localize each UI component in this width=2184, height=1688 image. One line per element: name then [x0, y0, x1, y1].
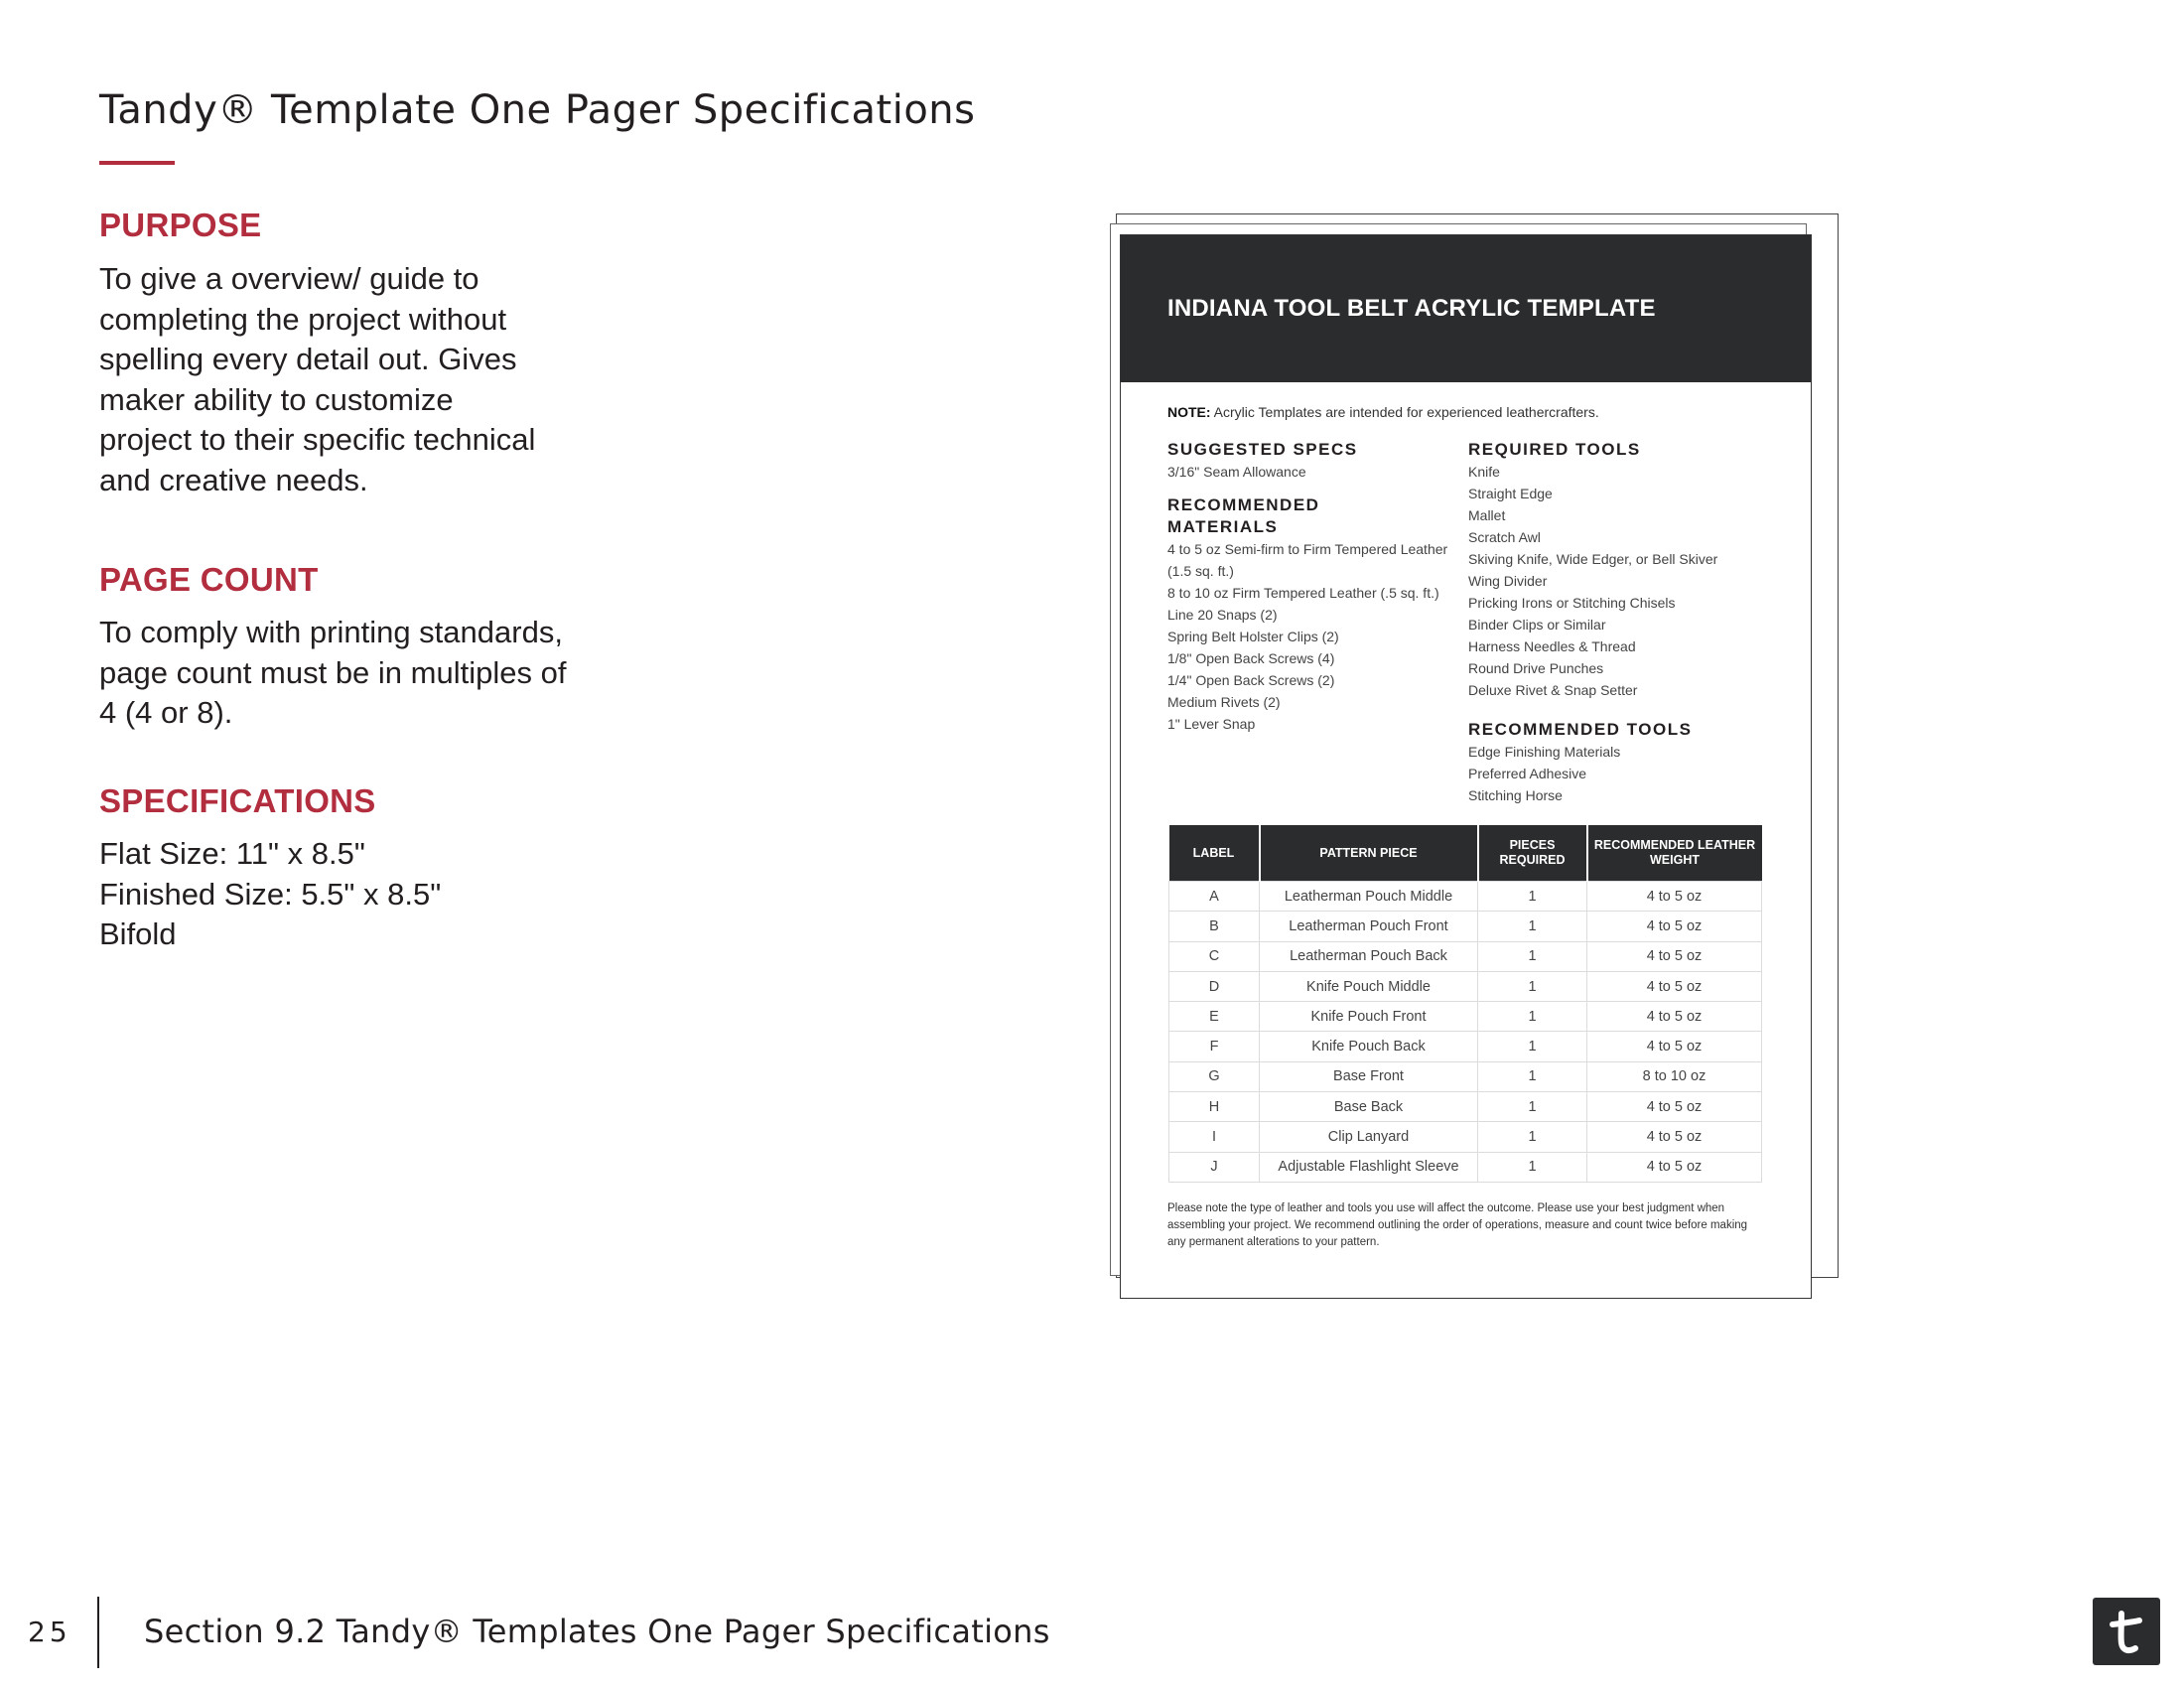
recommended-tools-heading: RECOMMENDED TOOLS	[1468, 720, 1693, 739]
column-header-pieces-required: PIECES REQUIRED	[1478, 825, 1587, 882]
list-item: Pricking Irons or Stitching Chisels	[1468, 595, 1676, 611]
cell-leather-weight: 4 to 5 oz	[1587, 1122, 1762, 1152]
template-note-text: Acrylic Templates are intended for experienced leathercrafters.	[1210, 404, 1599, 420]
list-item: 3/16" Seam Allowance	[1167, 464, 1306, 480]
list-item: Stitching Horse	[1468, 787, 1563, 803]
required-tools-list	[1468, 461, 1786, 701]
cell-label: A	[1169, 882, 1260, 912]
pattern-pieces-body	[1169, 882, 1762, 1183]
cell-pattern-piece: Knife Pouch Middle	[1260, 971, 1478, 1001]
table-row	[1169, 1122, 1762, 1152]
template-left-column	[1167, 439, 1465, 735]
list-item: Harness Needles & Thread	[1468, 638, 1636, 654]
cell-pieces-required: 1	[1478, 912, 1587, 941]
template-title: INDIANA TOOL BELT ACRYLIC TEMPLATE	[1167, 295, 1656, 322]
list-item: 1/4" Open Back Screws (2)	[1167, 672, 1335, 688]
cell-label: C	[1169, 941, 1260, 971]
list-item: Mallet	[1468, 507, 1506, 523]
cell-label: F	[1169, 1032, 1260, 1061]
footer-divider	[97, 1597, 99, 1668]
list-item: Medium Rivets (2)	[1167, 694, 1281, 710]
table-row	[1169, 1152, 1762, 1182]
cell-pieces-required: 1	[1478, 1152, 1587, 1182]
template-right-column	[1468, 439, 1786, 806]
template-note	[1167, 404, 1599, 420]
specifications-body: Flat Size: 11" x 8.5" Finished Size: 5.5" x 8.5" Bifold	[99, 836, 442, 951]
table-row	[1169, 971, 1762, 1001]
list-item: Deluxe Rivet & Snap Setter	[1468, 682, 1638, 698]
cell-label: E	[1169, 1002, 1260, 1032]
list-item: Edge Finishing Materials	[1468, 744, 1621, 760]
cell-label: I	[1169, 1122, 1260, 1152]
tandy-logo-badge	[2093, 1598, 2160, 1665]
cell-pattern-piece: Adjustable Flashlight Sleeve	[1260, 1152, 1478, 1182]
cell-pattern-piece: Knife Pouch Back	[1260, 1032, 1478, 1061]
page-title: Tandy® Template One Pager Specifications	[99, 87, 976, 133]
suggested-specs-list	[1167, 461, 1465, 483]
page-number: 25	[28, 1616, 71, 1648]
table-row	[1169, 882, 1762, 912]
footer-section-title: Section 9.2 Tandy® Templates One Pager Specifications	[144, 1613, 1050, 1650]
page-count-heading: PAGE COUNT	[99, 561, 319, 598]
list-item: Knife	[1468, 464, 1500, 480]
list-item: Wing Divider	[1468, 573, 1548, 589]
cell-leather-weight: 8 to 10 oz	[1587, 1061, 1762, 1091]
cell-pieces-required: 1	[1478, 1122, 1587, 1152]
recommended-tools-list	[1468, 741, 1786, 806]
cell-label: H	[1169, 1092, 1260, 1122]
cell-leather-weight: 4 to 5 oz	[1587, 1152, 1762, 1182]
cell-pattern-piece: Leatherman Pouch Middle	[1260, 882, 1478, 912]
template-header-band	[1121, 235, 1811, 382]
purpose-heading: PURPOSE	[99, 207, 262, 243]
list-item: 4 to 5 oz Semi-firm to Firm Tempered Leather (1.5 sq. ft.)	[1167, 541, 1448, 579]
list-item: Preferred Adhesive	[1468, 766, 1587, 781]
title-accent-rule	[99, 161, 175, 165]
cell-pattern-piece: Knife Pouch Front	[1260, 1002, 1478, 1032]
list-item: 8 to 10 oz Firm Tempered Leather (.5 sq. ft.)	[1167, 585, 1439, 601]
table-row	[1169, 912, 1762, 941]
column-header-pattern-piece: PATTERN PIECE	[1260, 825, 1478, 882]
cell-leather-weight: 4 to 5 oz	[1587, 971, 1762, 1001]
cell-pattern-piece: Base Front	[1260, 1061, 1478, 1091]
column-header-leather-weight: RECOMMENDED LEATHER WEIGHT	[1587, 825, 1762, 882]
template-note-label: NOTE:	[1167, 404, 1211, 420]
list-item: Binder Clips or Similar	[1468, 617, 1606, 633]
table-row	[1169, 1032, 1762, 1061]
cell-pieces-required: 1	[1478, 941, 1587, 971]
list-item: Line 20 Snaps (2)	[1167, 607, 1278, 623]
list-item: Scratch Awl	[1468, 529, 1541, 545]
template-preview-card	[1120, 234, 1812, 1299]
cell-pieces-required: 1	[1478, 882, 1587, 912]
tandy-t-logo-icon	[2093, 1598, 2160, 1665]
list-item: Straight Edge	[1468, 486, 1553, 501]
table-row	[1169, 941, 1762, 971]
table-row	[1169, 1061, 1762, 1091]
cell-leather-weight: 4 to 5 oz	[1587, 912, 1762, 941]
recommended-materials-list	[1167, 538, 1465, 735]
cell-pattern-piece: Leatherman Pouch Front	[1260, 912, 1478, 941]
cell-leather-weight: 4 to 5 oz	[1587, 1032, 1762, 1061]
cell-pieces-required: 1	[1478, 1032, 1587, 1061]
cell-pieces-required: 1	[1478, 1092, 1587, 1122]
cell-pieces-required: 1	[1478, 971, 1587, 1001]
list-item: Spring Belt Holster Clips (2)	[1167, 629, 1339, 644]
cell-pattern-piece: Leatherman Pouch Back	[1260, 941, 1478, 971]
cell-pattern-piece: Clip Lanyard	[1260, 1122, 1478, 1152]
page-count-body: To comply with printing standards, page count must be in multiples of 4 (4 or 8).	[99, 615, 567, 730]
cell-pieces-required: 1	[1478, 1002, 1587, 1032]
purpose-body: To give a overview/ guide to completing the project without spelling every detail out. Gives maker ability to customize project to their specific technical and creative needs.	[99, 261, 536, 497]
cell-leather-weight: 4 to 5 oz	[1587, 1092, 1762, 1122]
table-header-row	[1169, 825, 1762, 882]
pattern-pieces-table	[1168, 825, 1762, 1183]
cell-label: B	[1169, 912, 1260, 941]
list-item: Round Drive Punches	[1468, 660, 1604, 676]
cell-leather-weight: 4 to 5 oz	[1587, 1002, 1762, 1032]
recommended-materials-heading: RECOMMENDED MATERIALS	[1167, 495, 1320, 536]
list-item: 1" Lever Snap	[1167, 716, 1256, 732]
cell-label: D	[1169, 971, 1260, 1001]
cell-leather-weight: 4 to 5 oz	[1587, 941, 1762, 971]
table-row	[1169, 1092, 1762, 1122]
template-footnote: Please note the type of leather and tools you use will affect the outcome. Please use your best judgment when assembling your project. We recommend outlining the order of operations, measure and count twice before making any permanent alterations to your pattern.	[1167, 1202, 1748, 1248]
cell-pattern-piece: Base Back	[1260, 1092, 1478, 1122]
table-row	[1169, 1002, 1762, 1032]
suggested-specs-heading: SUGGESTED SPECS	[1167, 440, 1358, 459]
specifications-heading: SPECIFICATIONS	[99, 782, 376, 819]
cell-label: G	[1169, 1061, 1260, 1091]
list-item: 1/8" Open Back Screws (4)	[1167, 650, 1335, 666]
cell-pieces-required: 1	[1478, 1061, 1587, 1091]
list-item: Skiving Knife, Wide Edger, or Bell Skiver	[1468, 551, 1718, 567]
cell-label: J	[1169, 1152, 1260, 1182]
required-tools-heading: REQUIRED TOOLS	[1468, 440, 1641, 459]
cell-leather-weight: 4 to 5 oz	[1587, 882, 1762, 912]
column-header-label: LABEL	[1169, 825, 1260, 882]
